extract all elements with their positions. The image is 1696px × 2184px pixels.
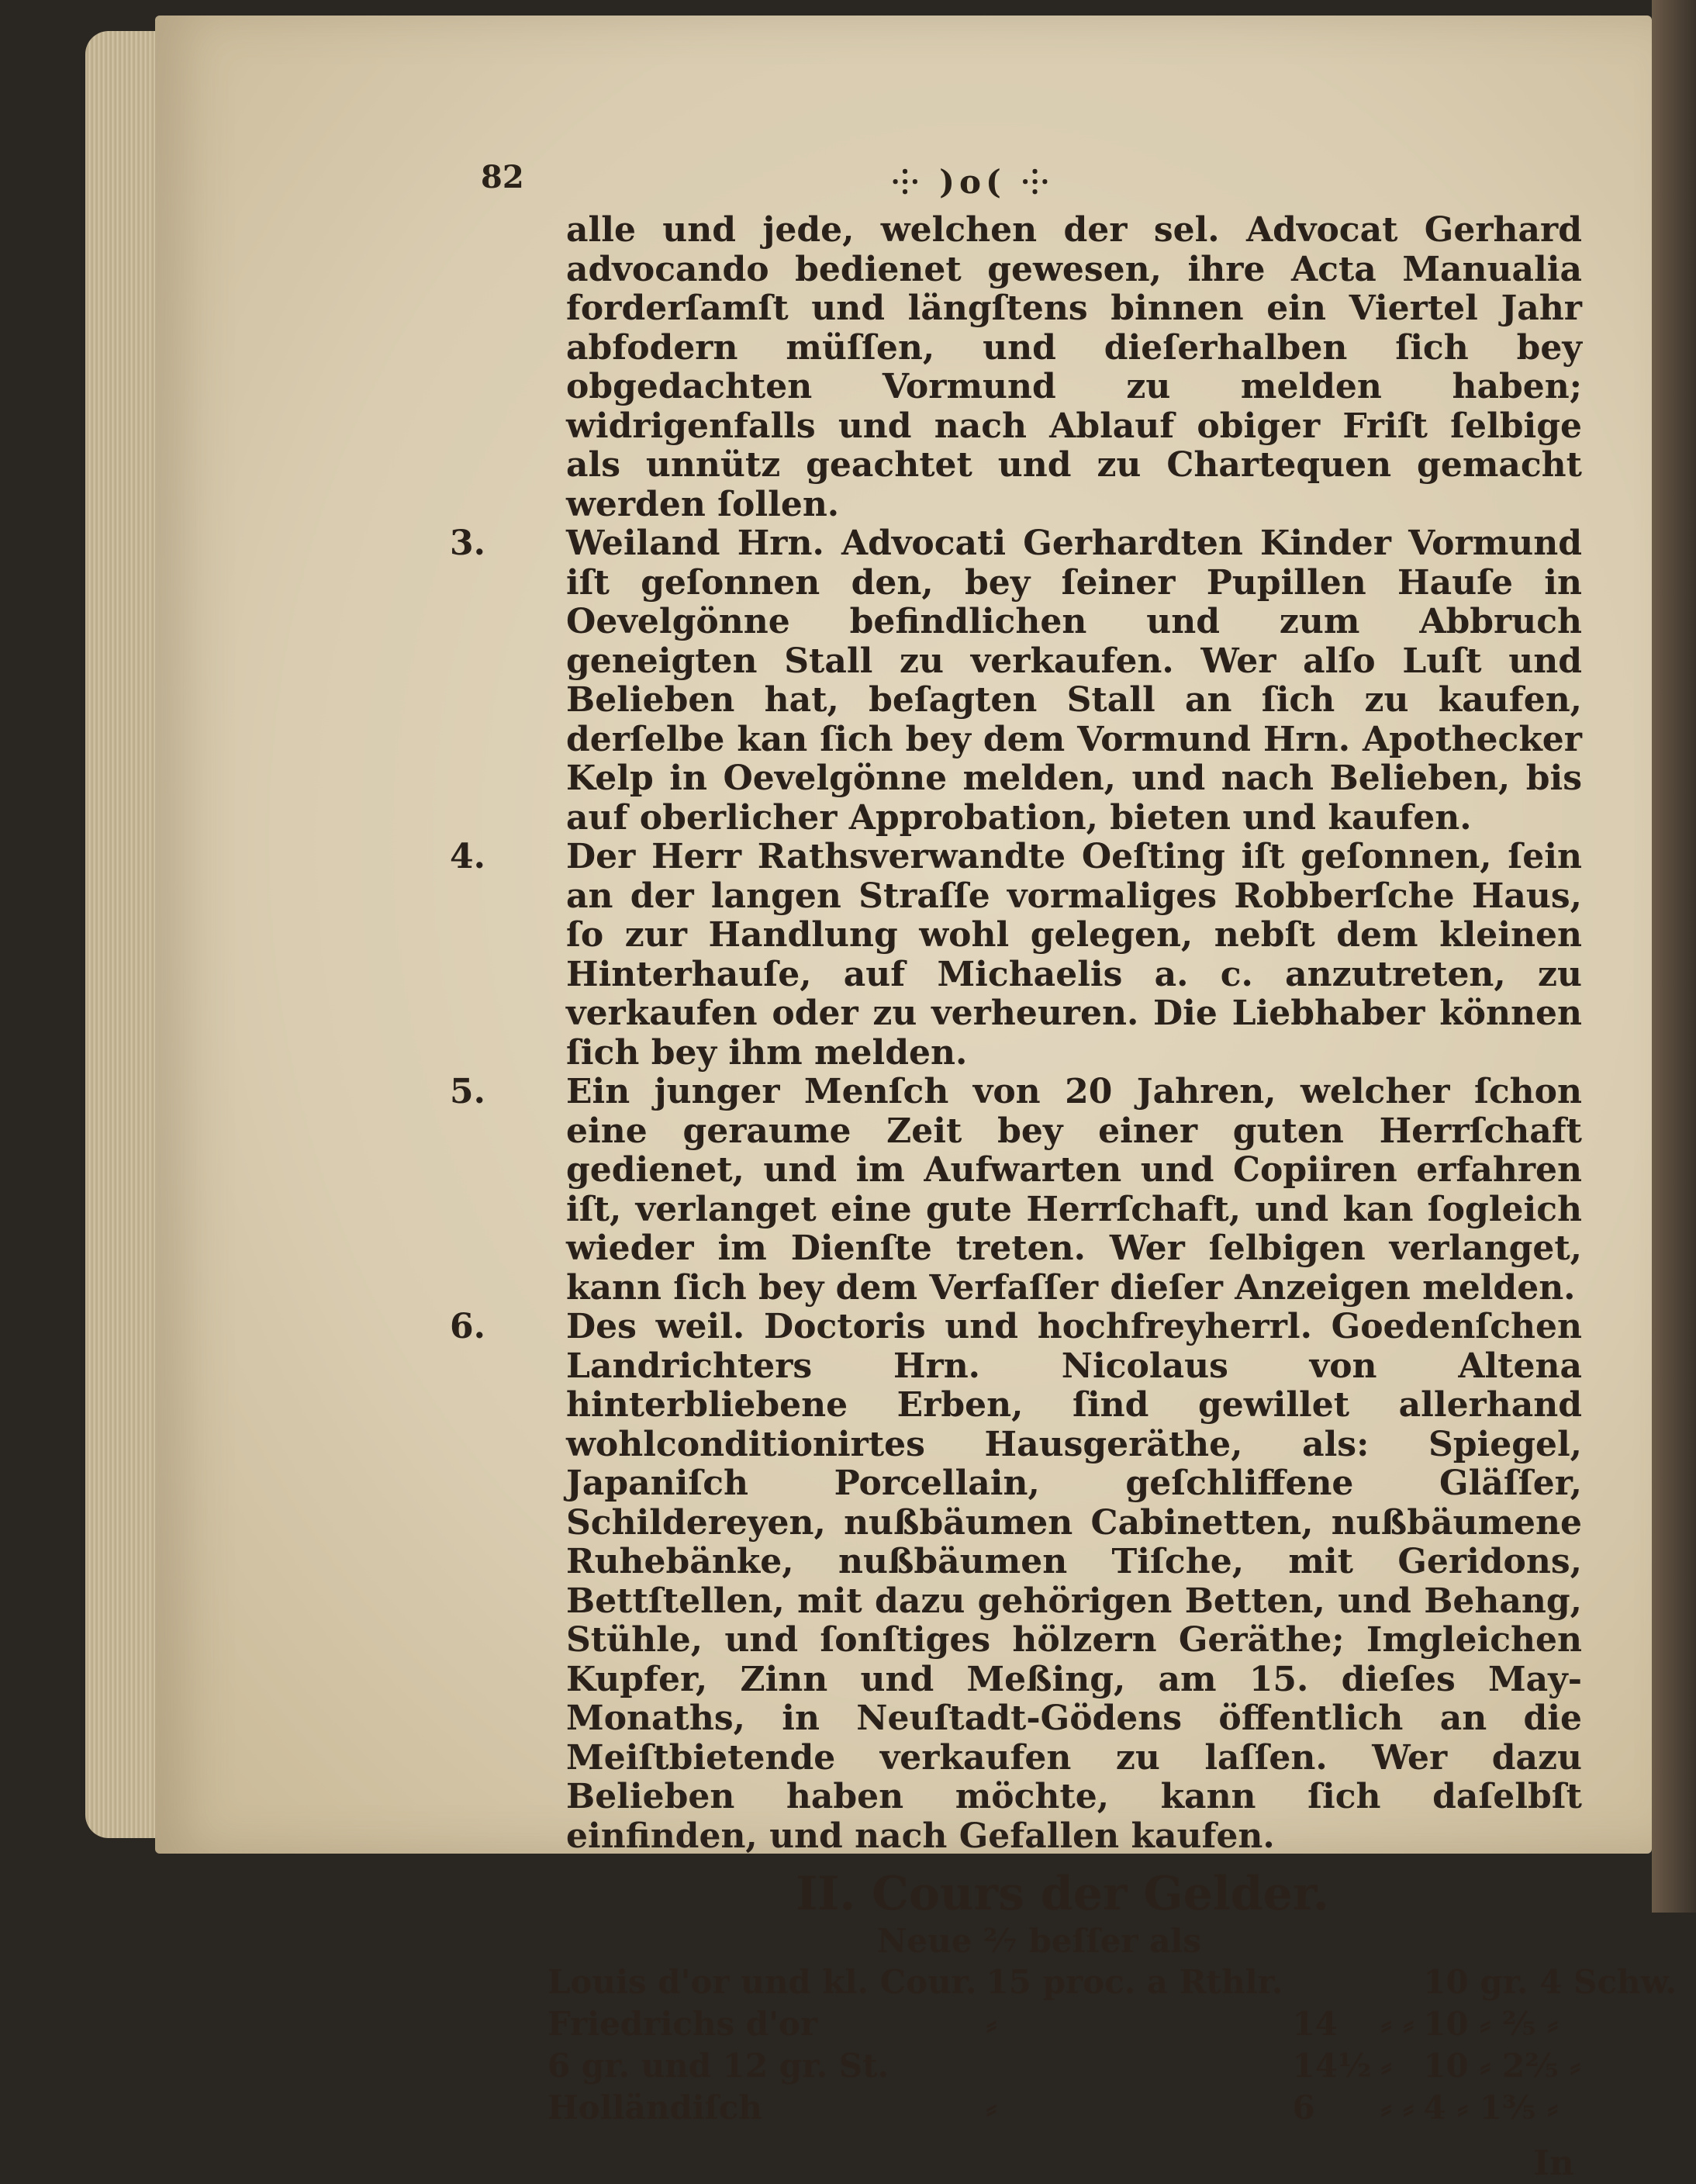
- table-cell: 10 ⸗ 2⅖ ⸗: [1423, 2047, 1581, 2085]
- facing-page-edge: [1652, 0, 1696, 1913]
- page-body: [450, 210, 1677, 2184]
- list-item: [450, 838, 1582, 1073]
- item-number: 5.: [450, 1072, 485, 1111]
- table-cell: ⸗ ⸗: [1380, 2005, 1414, 2043]
- item-number: 4.: [450, 837, 485, 876]
- exchange-rate-table: [543, 1961, 1681, 2129]
- table-cell: 6 gr. und 12 gr. St.: [547, 2047, 889, 2085]
- list-item: [450, 524, 1582, 838]
- catchword: In: [1533, 2144, 1574, 2183]
- table-cell: [1376, 1961, 1419, 2003]
- table-cell: Holländiſch: [547, 2089, 762, 2127]
- header-ornament: ⸭ )o( ⸭: [892, 163, 1053, 201]
- list-item: [450, 1073, 1582, 1308]
- item-text: alle und jede, welchen der sel. Advocat Gerhard advocando bedienet gewesen, ihre Acta Manualia forderſamſt und längſtens binnen ein Viertel Jahr abfodern müſſen, und dieſerhalben ſich bey obgedachten Vormund zu melden haben; widrigenfalls und nach Ablauf obiger Friſt ſelbige als unnütz geachtet und zu Chartequen gemacht werden ſollen.: [566, 210, 1582, 524]
- section-title: II. Cours der Gelder.: [796, 1867, 1329, 1921]
- table-cell: 14½: [1292, 2047, 1372, 2085]
- table-cell: 6: [1292, 2089, 1315, 2127]
- table-row: [543, 2045, 1681, 2087]
- table-cell: 10 ⸗ ²⁄₅ ⸗: [1423, 2005, 1559, 2043]
- table-cell: 14: [1292, 2005, 1338, 2043]
- table-cell: 15 proc. a Rthlr.: [986, 1963, 1283, 2001]
- table-row: [543, 2003, 1681, 2045]
- item-text: Des weil. Doctoris und hochfreyherrl. Goedenſchen Landrichters Hrn. Nicolaus von Altena hinterbliebene Erben, ſind gewillet allerhand wohlconditionirtes Hausgeräthe, als: Spiegel, Japaniſch Porcellain, geſchliffene Gläſſer, Schildereyen, nußbäumen Cabinetten, nußbäumene Ruhebänke, nußbäumen Tiſche, mit Geridons, Bettſtellen, mit dazu gehörigen Betten, und Behang, Stühle, und ſonſtiges hölzern Geräthe; Imgleichen Kupfer, Zinn und Meßing, am 15. dieſes May-Monaths, in Neuſtadt-Gödens öffentlich an die Meiſtbietende verkaufen zu laſſen. Wer dazu Belieben haben möchte, kann ſich daſelbſt einfinden, und nach Gefallen kaufen.: [566, 1307, 1582, 1856]
- table-cell: Louis d'or und kl. Cour.: [547, 1963, 977, 2001]
- table-cell: ⸗ ⸗: [1380, 2089, 1414, 2127]
- item-number: 3.: [450, 524, 485, 563]
- item-text: Ein junger Menſch von 20 Jahren, welcher ſchon eine geraume Zeit bey einer guten Herrſchaft gedienet, und im Aufwarten und Copiiren erfahren iſt, verlanget eine gute Herrſchaft, und kan ſogleich wieder im Dienſte treten. Wer ſelbigen verlanget, kann ſich bey dem Verfaſſer dieſer Anzeigen melden.: [566, 1072, 1582, 1308]
- table-cell: 4 ⸗ 1⅗ ⸗: [1423, 2089, 1559, 2127]
- list-item: [450, 211, 1582, 524]
- item-text: Weiland Hrn. Advocati Gerhardten Kinder Vormund iſt geſonnen den, bey ſeiner Pupillen Hauſe in Oevelgönne befindlichen und zum Abbruch geneigten Stall zu verkaufen. Wer alſo Luſt und Belieben hat, beſagten Stall an ſich zu kaufen, derſelbe kan ſich bey dem Vormund Hrn. Apothecker Kelp in Oevelgönne melden, und nach Belieben, bis auf oberlicher Approbation, bieten und kaufen.: [566, 524, 1582, 838]
- table-cell: ⸗: [986, 2005, 997, 2043]
- item-number: 6.: [450, 1307, 485, 1346]
- table-cell: Friedrichs d'or: [547, 2005, 818, 2043]
- table-cell: [982, 2045, 1288, 2087]
- table-cell: [1287, 1961, 1376, 2003]
- table-cell: ⸗: [1380, 2047, 1392, 2085]
- section-subtitle: Neue ²⁄₇ beſſer als: [877, 1922, 1201, 1960]
- list-item: [450, 1308, 1582, 1856]
- table-row: [543, 2087, 1681, 2129]
- item-text: Der Herr Rathsverwandte Oeſting iſt geſonnen, ſein an der langen Straſſe vormaliges Robberſche Haus, ſo zur Handlung wohl gelegen, nebſt dem kleinen Hinterhauſe, auf Michaelis a. c. anzutreten, zu verkaufen oder zu verheuren. Die Liebhaber können ſich bey ihm melden.: [566, 837, 1582, 1073]
- page-number: 82: [481, 159, 524, 195]
- table-row: [543, 1961, 1681, 2003]
- table-cell: 10 gr. 4 Schw.: [1423, 1963, 1677, 2001]
- page-header: [481, 159, 1574, 201]
- table-cell: ⸗: [986, 2089, 997, 2127]
